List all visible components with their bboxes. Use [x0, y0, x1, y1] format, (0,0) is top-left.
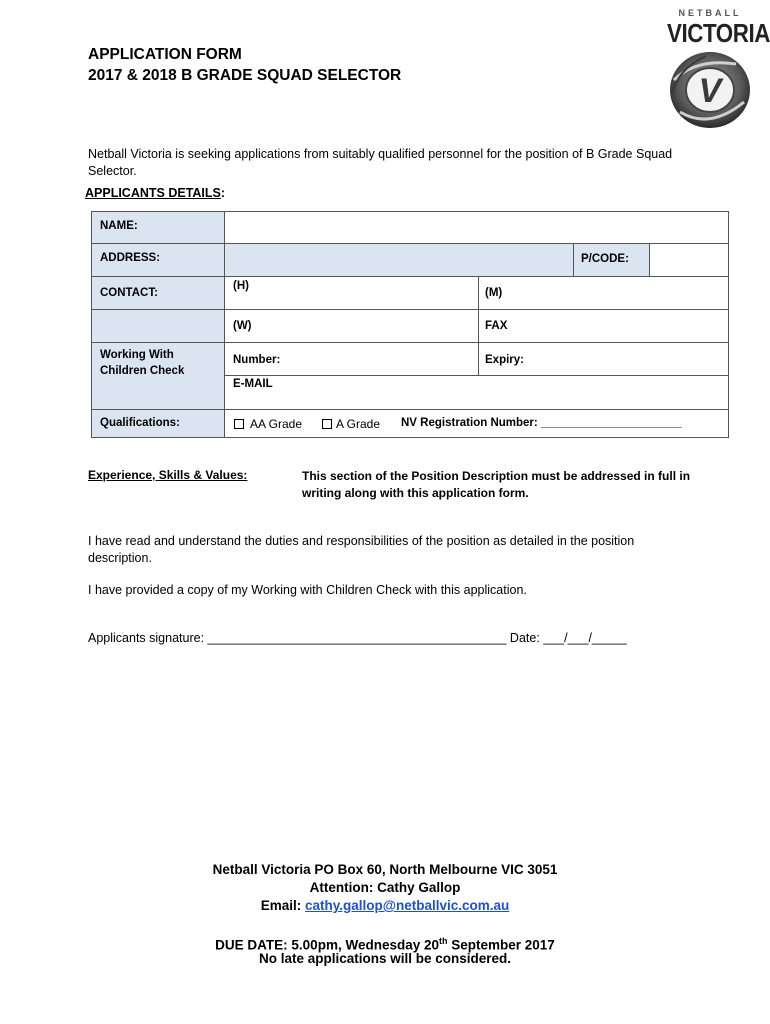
section-heading-colon: : [220, 186, 226, 200]
declaration-duties: I have read and understand the duties and responsibilities of the position as detailed in the position description. [88, 534, 635, 565]
work-phone-field[interactable] [224, 309, 479, 343]
logo-big-text: VICTORIA [667, 18, 770, 48]
footer-email-line [0, 897, 770, 915]
mobile-phone-field[interactable] [478, 276, 729, 310]
a-grade-checkbox[interactable] [322, 419, 332, 429]
name-label-cell [91, 211, 225, 244]
name-label: NAME: [100, 220, 138, 232]
contact-label-cell [91, 276, 225, 310]
name-field[interactable] [224, 211, 729, 244]
due-date-sup: th [439, 936, 448, 946]
fax-field[interactable] [478, 309, 729, 343]
qualifications-label-cell [91, 409, 225, 438]
netball-victoria-logo [660, 8, 770, 130]
due-date-prefix: DUE DATE: 5.00pm, Wednesday 20 [215, 937, 439, 953]
email-field[interactable] [224, 375, 729, 410]
section-heading-text: APPLICANTS DETAILS [85, 186, 221, 200]
wwcc-number-field[interactable] [224, 342, 479, 376]
signature-date-line[interactable]: Applicants signature: ___________________________________________ Date: ___/___/_____ [88, 631, 627, 645]
wwcc-expiry-label: Expiry: [485, 354, 524, 366]
mobile-phone-label: (M) [485, 287, 503, 299]
form-title-line2: 2017 & 2018 B GRADE SQUAD SELECTOR [88, 67, 402, 84]
aa-grade-label: AA Grade [250, 417, 303, 431]
footer-email-label: Email: [260, 898, 306, 913]
pcode-field[interactable] [649, 243, 729, 277]
address-label: ADDRESS: [100, 252, 161, 264]
declaration-wwcc: I have provided a copy of my Working with Children Check with this application. [88, 583, 527, 597]
due-date-suffix: September 2017 [447, 937, 555, 953]
work-phone-label: (W) [233, 320, 252, 332]
wwcc-label-line1: Working With [100, 349, 174, 361]
pcode-label: P/CODE: [581, 253, 629, 265]
netball-victoria-logo-icon [666, 50, 754, 130]
aa-grade-option[interactable] [234, 417, 302, 431]
footer-address: Netball Victoria PO Box 60, North Melbourne VIC 3051 [212, 862, 558, 877]
footer-attention: Attention: Cathy Gallop [309, 880, 461, 895]
logo-small-text: NETBALL [678, 8, 742, 18]
address-label-cell [91, 243, 225, 277]
nv-registration-field[interactable]: NV Registration Number: ______________________ [401, 417, 682, 429]
section-heading [85, 186, 225, 200]
experience-text: This section of the Position Description must be addressed in full in writing along with this application form. [302, 469, 691, 500]
pcode-label-cell [573, 243, 650, 277]
wwcc-number-label: Number: [233, 354, 281, 366]
a-grade-label: A Grade [336, 417, 381, 431]
logo-emblem-letter: V [698, 72, 722, 110]
contact-label: CONTACT: [100, 287, 158, 299]
applicant-details-table [91, 211, 729, 438]
a-grade-option[interactable] [322, 417, 380, 431]
wwcc-label-line2: Children Check [100, 365, 185, 377]
qualifications-field [224, 409, 729, 438]
footer-late-note: No late applications will be considered. [258, 951, 512, 966]
wwcc-expiry-field[interactable] [478, 342, 729, 376]
experience-label: Experience, Skills & Values: [88, 468, 248, 482]
address-field[interactable] [224, 243, 574, 277]
contact-label-cell-2 [91, 309, 225, 343]
form-title [88, 44, 401, 86]
footer-email-link[interactable]: cathy.gallop@netballvic.com.au [305, 898, 510, 913]
email-label: E-MAIL [233, 378, 273, 390]
aa-grade-checkbox[interactable] [234, 419, 244, 429]
wwcc-label-cell [91, 342, 225, 410]
home-phone-field[interactable] [224, 276, 479, 310]
home-phone-label: (H) [233, 280, 249, 292]
fax-label: FAX [485, 320, 508, 332]
form-title-line1: APPLICATION FORM [88, 46, 242, 63]
intro-paragraph: Netball Victoria is seeking applications from suitably qualified personnel for the position of B Grade Squad Selector. [88, 147, 673, 178]
qualifications-label: Qualifications: [100, 417, 180, 429]
